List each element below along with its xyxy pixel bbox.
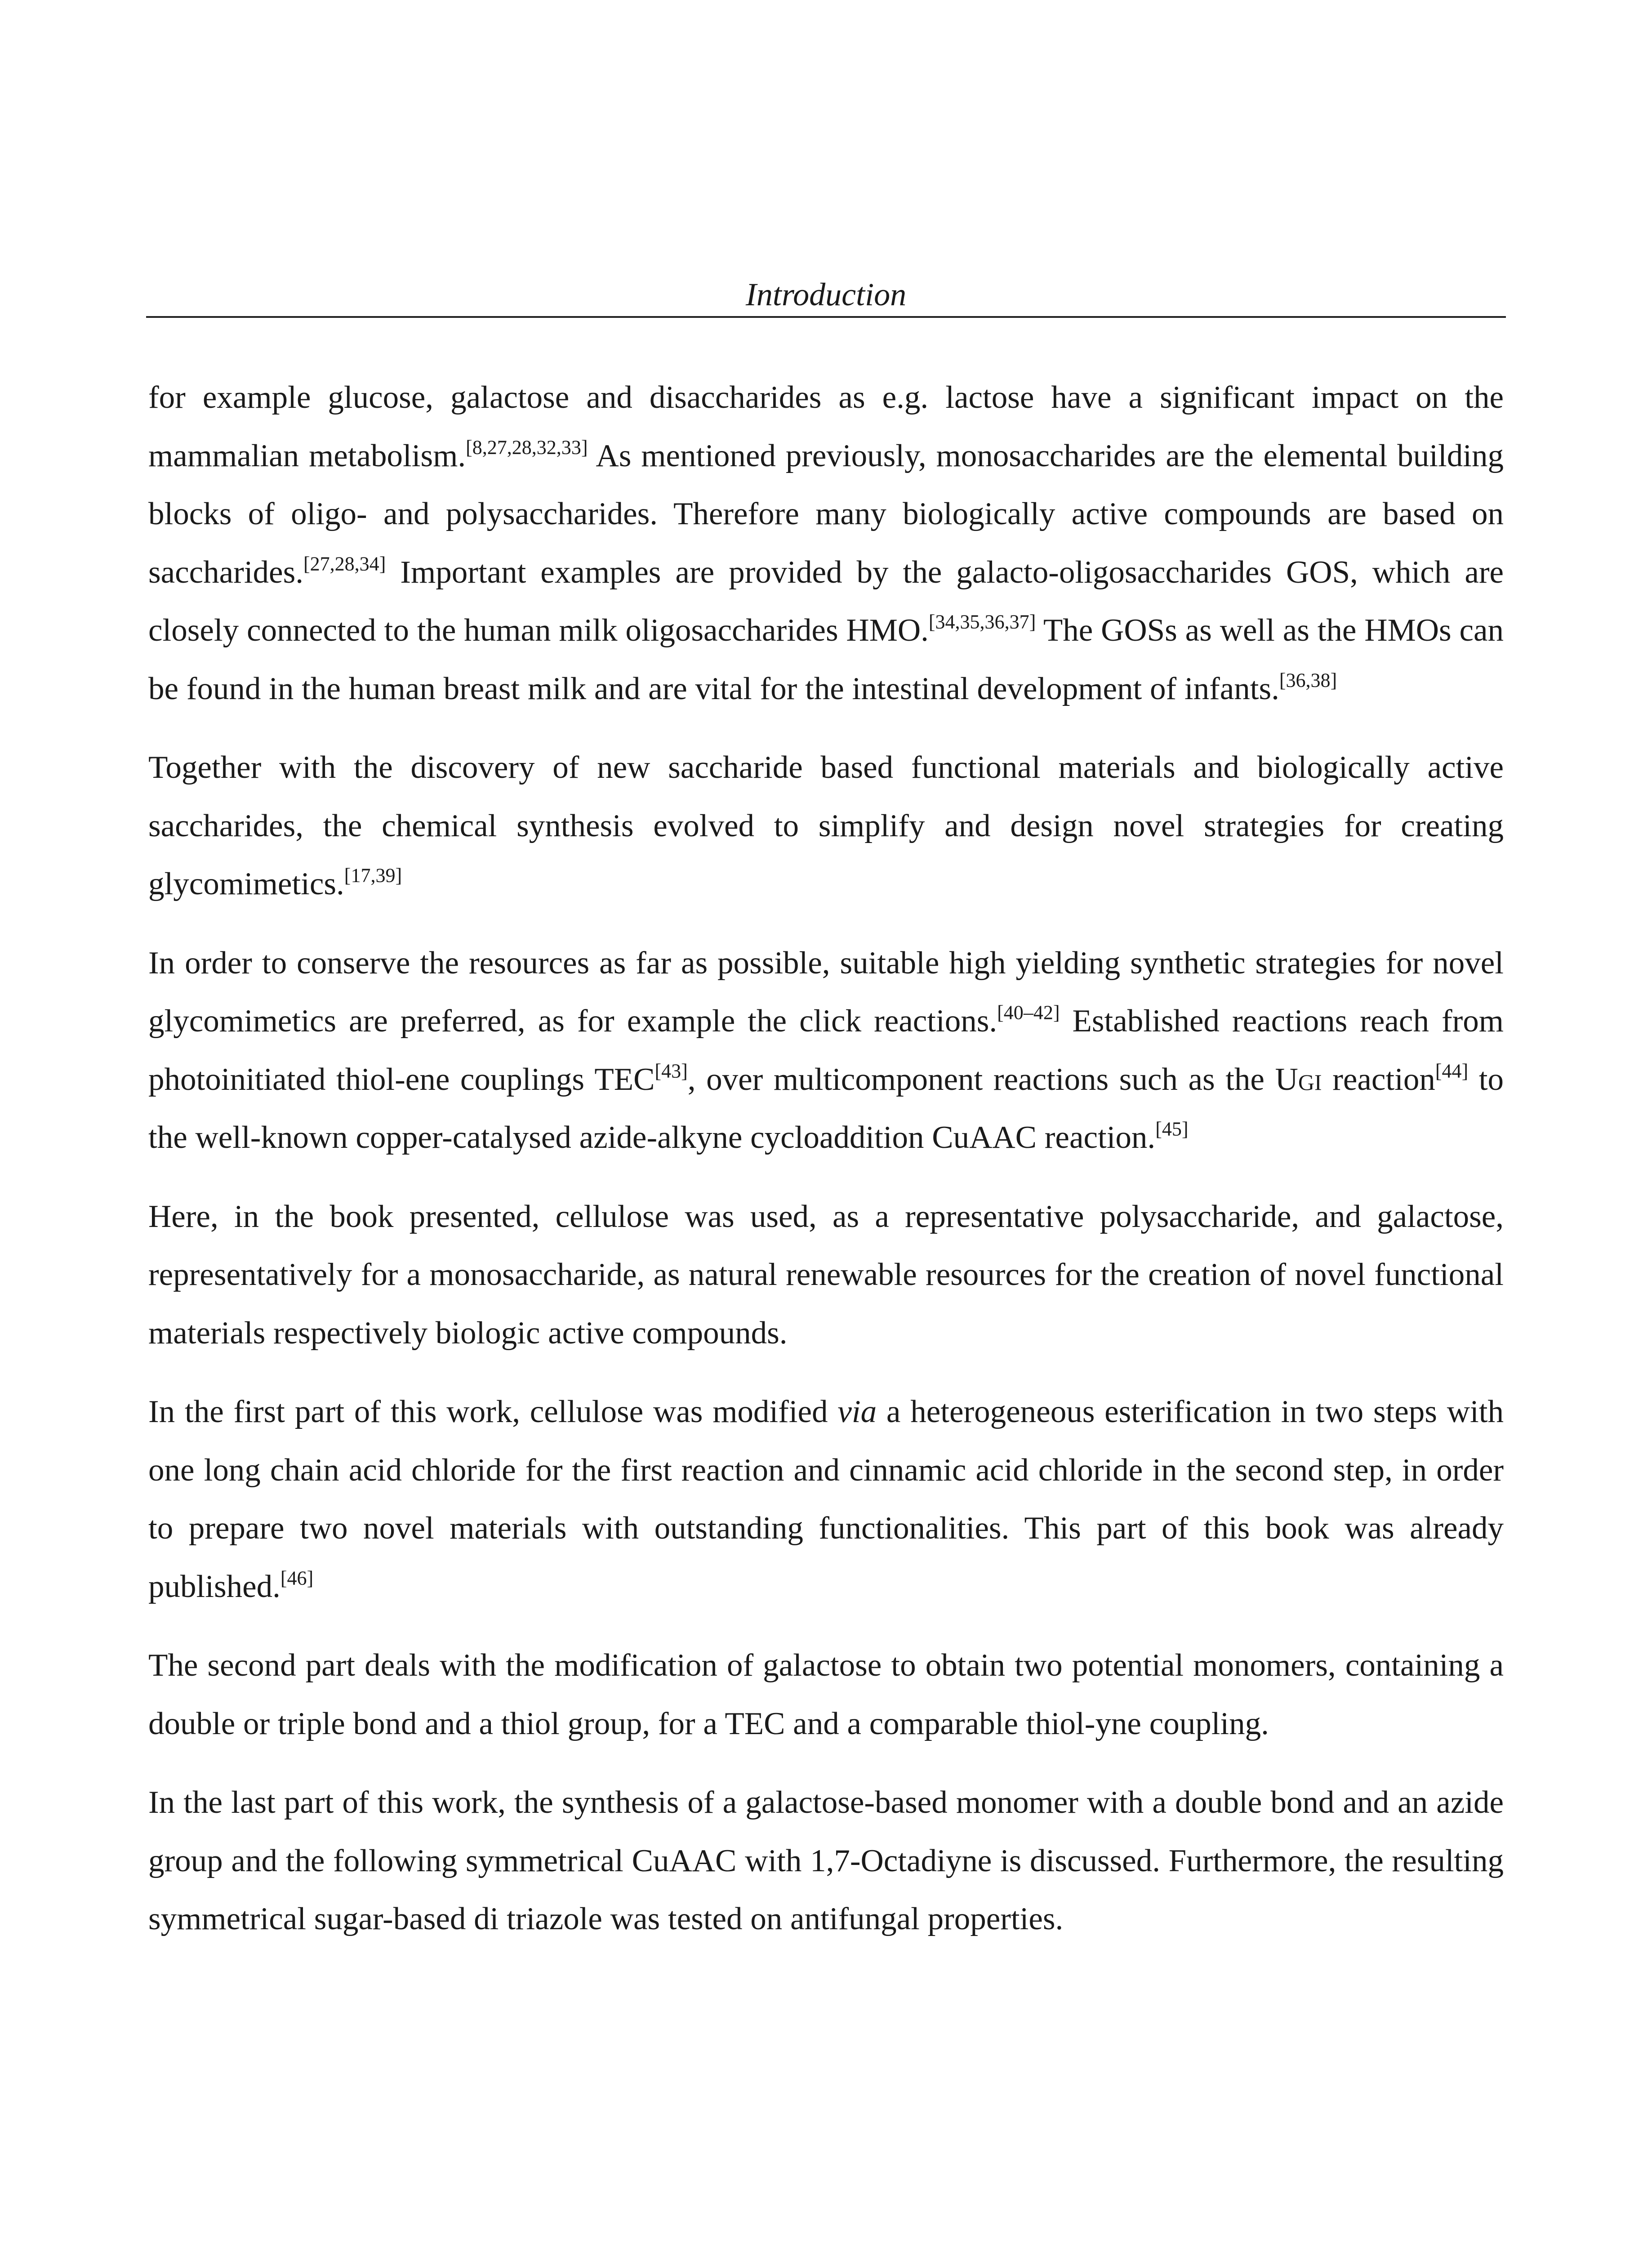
running-header: Introduction	[745, 277, 907, 312]
text-span: In order to conserve the resources as far as possible, suitable high yielding synthetic strategies for novel glycomimetics are preferred, as for example the click reactions.	[148, 945, 1504, 1039]
citation: [27,28,34]	[303, 553, 386, 575]
italic-term: via	[837, 1394, 877, 1429]
paragraph-click-reactions	[148, 934, 1504, 1167]
header-rule	[146, 316, 1506, 318]
text-span: , over multicomponent reactions such as the	[687, 1062, 1275, 1097]
citation: [45]	[1155, 1118, 1189, 1140]
text-span: Established reactions reach from photoinitiated thiol-ene couplings TEC	[148, 1004, 1504, 1097]
small-caps-term: Ugi	[1275, 1062, 1322, 1097]
text-span: Together with the discovery of new saccharide based functional materials and biologically active saccharides, the chemical synthesis evolved to simplify and design novel strategies for creating glycomimetics.	[148, 750, 1504, 901]
text-span: As mentioned previously, monosaccharides are the elemental building blocks of oligo- and polysaccharides. Therefore many biologically active compounds are based on saccharides.	[148, 438, 1504, 590]
paragraph-book-scope	[148, 1188, 1504, 1363]
citation: [46]	[280, 1567, 314, 1589]
paragraph-glycomimetics	[148, 739, 1504, 914]
text-span: Important examples are provided by the galacto-oligosaccharides GOS, which are closely connected to the human milk oligosaccharides HMO.	[148, 554, 1504, 648]
citation: [8,27,28,32,33]	[466, 436, 588, 459]
text-span: The second part deals with the modification of galactose to obtain two potential monomers, containing a double or triple bond and a thiol group, for a TEC and a comparable thiol-yne coupling.	[148, 1648, 1504, 1741]
paragraph-first-part	[148, 1383, 1504, 1616]
citation: [17,39]	[344, 864, 402, 887]
paragraph-last-part	[148, 1774, 1504, 1949]
citation: [40–42]	[997, 1001, 1060, 1024]
citation: [44]	[1435, 1060, 1469, 1082]
text-span: The GOSs as well as the HMOs can be found in the human breast milk and are vital for the intestinal development of infants.	[148, 613, 1504, 706]
text-span: reaction	[1322, 1062, 1435, 1097]
citation: [43]	[655, 1060, 688, 1082]
citation: [34,35,36,37]	[928, 611, 1036, 633]
body-text	[148, 369, 1504, 1969]
text-span: In the first part of this work, cellulose was modified	[148, 1394, 838, 1429]
text-span: for example glucose, galactose and disaccharides as e.g. lactose have a significant impact on the mammalian metabolism.	[148, 380, 1504, 473]
text-span: In the last part of this work, the synthesis of a galactose-based monomer with a double bond and an azide group and the following symmetrical CuAAC with 1,7-Octadiyne is discussed. Furthermore, the resulting symmetrical sugar-based di triazole was tested on antifungal properties.	[148, 1785, 1504, 1936]
text-span: a heterogeneous esterification in two steps with one long chain acid chloride for the first reaction and cinnamic acid chloride in the second step, in order to prepare two novel materials with outstanding functionalities. This part of this book was already published.	[148, 1394, 1504, 1604]
paragraph-second-part	[148, 1637, 1504, 1753]
text-span: to the well-known copper-catalysed azide-alkyne cycloaddition CuAAC reaction.	[148, 1062, 1504, 1155]
citation: [36,38]	[1279, 669, 1337, 691]
paragraph-metabolism	[148, 369, 1504, 718]
text-span: Here, in the book presented, cellulose was used, as a representative polysaccharide, and galactose, representatively for a monosaccharide, as natural renewable resources for the creation of novel functional materials respectively biologic active compounds.	[148, 1199, 1504, 1351]
